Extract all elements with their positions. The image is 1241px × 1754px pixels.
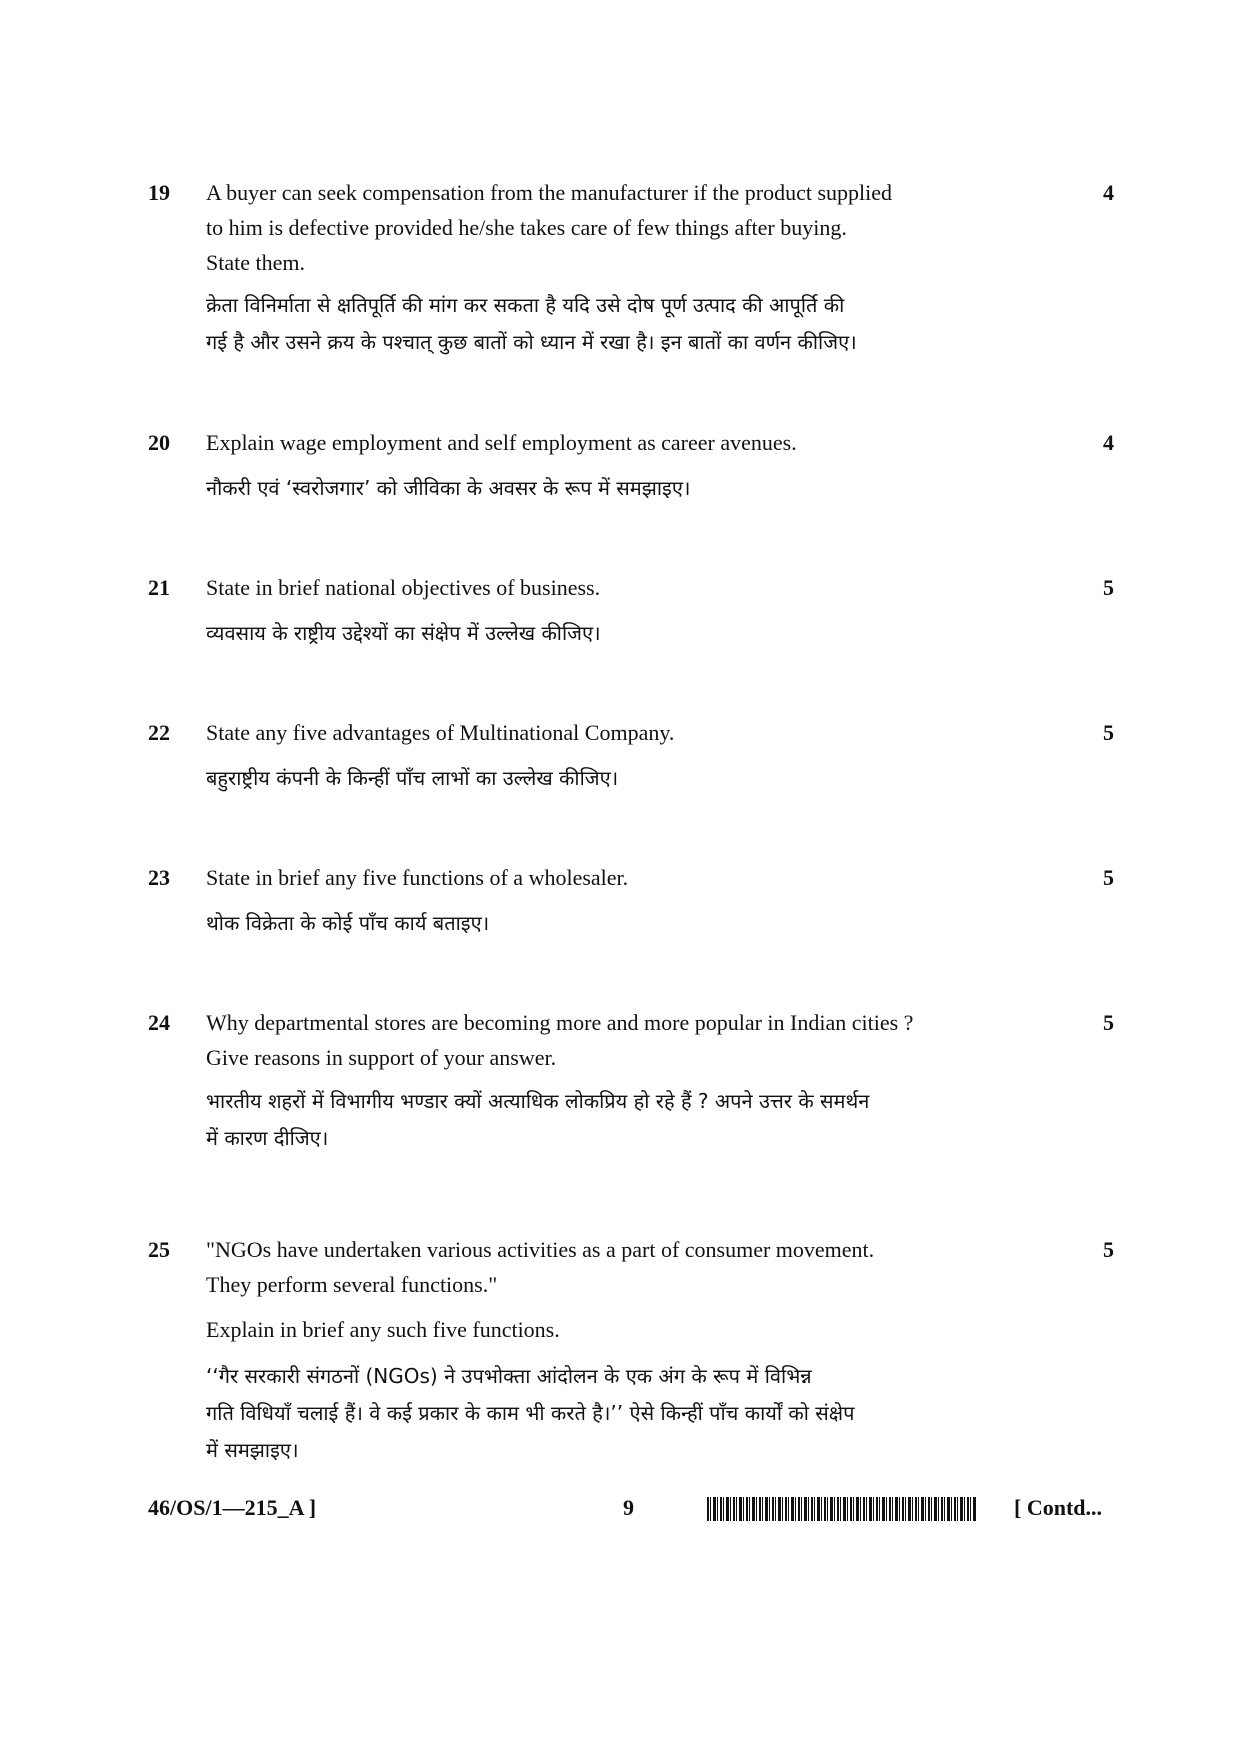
question-hindi	[206, 1083, 1066, 1157]
page-footer	[0, 1490, 1241, 1530]
question-english	[206, 1232, 1086, 1302]
text-line: नौकरी एवं ‘स्वरोजगार’ को जीविका के अवसर के रूप में समझाइए।	[206, 476, 691, 500]
text-line: to him is defective provided he/she takes care of few things after buying.	[206, 215, 847, 240]
text-line: State them.	[206, 250, 305, 275]
text-line: Why departmental stores are becoming more and more popular in Indian cities ?	[206, 1010, 914, 1035]
marks: 5	[1103, 865, 1114, 890]
question-hindi	[206, 1358, 1066, 1469]
text-line: Explain wage employment and self employment as career avenues.	[206, 430, 797, 455]
text-line: बहुराष्ट्रीय कंपनी के किन्हीं पाँच लाभों का उल्लेख कीजिए।	[206, 766, 619, 790]
text-line: में कारण दीजिए।	[206, 1126, 329, 1150]
text-line: They perform several functions."	[206, 1272, 498, 1297]
question-english-instruction	[206, 1312, 1086, 1347]
marks: 5	[1103, 575, 1114, 600]
question-number: 19	[148, 180, 170, 205]
text-line: व्यवसाय के राष्ट्रीय उद्देश्यों का संक्षेप में उल्लेख कीजिए।	[206, 621, 601, 645]
question-number: 25	[148, 1237, 170, 1262]
question-hindi	[206, 287, 1066, 361]
question-english	[206, 175, 1086, 280]
page-number: 9	[623, 1495, 634, 1520]
text-line: थोक विक्रेता के कोई पाँच कार्य बताइए।	[206, 911, 490, 935]
marks: 5	[1103, 1237, 1114, 1262]
question-hindi	[206, 615, 1066, 652]
question-english	[206, 1005, 1086, 1075]
question-english	[206, 570, 1086, 605]
question-hindi	[206, 470, 1066, 507]
question-number: 20	[148, 430, 170, 455]
question-number: 22	[148, 720, 170, 745]
text-line: गति विधियाँ चलाई हैं। वे कई प्रकार के काम भी करते है।’’ ऐसे किन्हीं पाँच कार्यों को संक्षेप	[206, 1401, 855, 1425]
text-line: गई है और उसने क्रय के पश्चात् कुछ बातों को ध्यान में रखा है। इन बातों का वर्णन कीजिए।	[206, 330, 857, 354]
question-number: 21	[148, 575, 170, 600]
text-line: A buyer can seek compensation from the manufacturer if the product supplied	[206, 180, 893, 205]
continued-label: [ Contd...	[1014, 1495, 1103, 1520]
text-line: ‘‘गैर सरकारी संगठनों (NGOs) ने उपभोक्ता आंदोलन के एक अंग के रूप में विभिन्न	[206, 1364, 812, 1388]
text-line: State any five advantages of Multinational Company.	[206, 720, 675, 745]
text-line: भारतीय शहरों में विभागीय भण्डार क्यों अत्याधिक लोकप्रिय हो रहे हैं ? अपने उत्तर के समर्थन	[206, 1089, 870, 1113]
question-hindi	[206, 760, 1066, 797]
question-english	[206, 860, 1086, 895]
text-line: "NGOs have undertaken various activities as a part of consumer movement.	[206, 1237, 875, 1262]
question-english	[206, 715, 1086, 750]
text-line: में समझाइए।	[206, 1438, 299, 1462]
paper-code: 46/OS/1—215_A ]	[148, 1495, 317, 1520]
text-line: State in brief national objectives of business.	[206, 575, 601, 600]
marks: 5	[1103, 1010, 1114, 1035]
text-line: क्रेता विनिर्माता से क्षतिपूर्ति की मांग कर सकता है यदि उसे दोष पूर्ण उत्पाद की आपूर्ति की	[206, 293, 845, 317]
marks: 4	[1103, 430, 1114, 455]
marks: 5	[1103, 720, 1114, 745]
question-number: 23	[148, 865, 170, 890]
text-line: Explain in brief any such five functions.	[206, 1317, 560, 1342]
text-line: Give reasons in support of your answer.	[206, 1045, 557, 1070]
marks: 4	[1103, 180, 1114, 205]
barcode	[707, 1497, 977, 1521]
text-line: State in brief any five functions of a wholesaler.	[206, 865, 629, 890]
question-number: 24	[148, 1010, 170, 1035]
question-hindi	[206, 905, 1066, 942]
question-english	[206, 425, 1086, 460]
